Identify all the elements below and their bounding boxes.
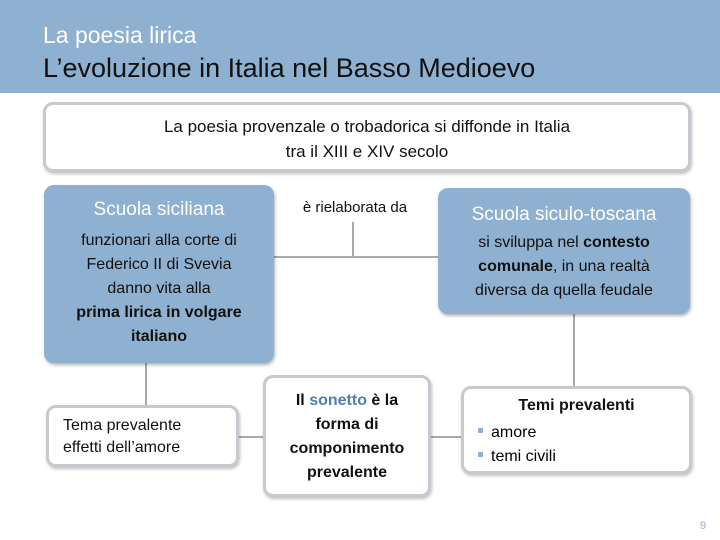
scuola-siciliana-description: funzionari alla corte di Federico II di Svevia danno vita alla prima lirica in volgare italiano <box>76 232 242 345</box>
connector-line-top-horizontal <box>272 256 438 258</box>
scuola-siculo-toscana-box <box>438 188 690 314</box>
temi-prevalenti-title: Temi prevalenti <box>518 397 635 414</box>
scuola-siciliana-box <box>44 185 274 363</box>
connector-line-siciliana-to-tema <box>145 363 147 408</box>
connector-line-toscana-to-temi <box>573 312 575 388</box>
intro-line-1: La poesia provenzale o trobadorica si diffonde in Italia <box>163 117 571 136</box>
temi-prevalenti-list <box>478 421 556 469</box>
slide-subtitle: La poesia lirica <box>43 22 197 48</box>
list-item: amore <box>478 421 556 445</box>
connector-label: è rielaborata da <box>302 199 408 216</box>
scuola-siculo-toscana-description: si sviluppa nel contesto comunale, in una realtà diversa da quella feudale <box>475 234 653 299</box>
scuola-siculo-toscana-title: Scuola siculo-toscana <box>471 204 657 225</box>
tema-prevalente-box <box>46 405 239 467</box>
sonetto-box <box>263 375 431 497</box>
connector-line-sonetto-to-temi <box>428 436 462 438</box>
intro-line-2: tra il XIII e XIV secolo <box>285 142 449 161</box>
page-number: 9 <box>700 520 707 532</box>
intro-box <box>43 102 691 172</box>
tema-prevalente-text: effetti dell’amore <box>63 439 181 456</box>
scuola-siciliana-title: Scuola siciliana <box>93 199 225 220</box>
tema-prevalente-title: Tema prevalente <box>63 417 182 434</box>
title-bar <box>0 0 720 93</box>
slide-title: L’evoluzione in Italia nel Basso Medioevo <box>43 53 536 83</box>
list-item: temi civili <box>478 445 556 469</box>
connector-line-label-vertical <box>352 222 354 257</box>
bullet-square-icon <box>478 452 483 457</box>
temi-prevalenti-box <box>461 386 692 474</box>
sonetto-highlight: sonetto <box>309 392 367 409</box>
bullet-square-icon <box>478 428 483 433</box>
sonetto-text: Il sonetto è la forma di componimento prevalente <box>289 392 405 481</box>
connector-line-tema-to-sonetto <box>238 436 266 438</box>
